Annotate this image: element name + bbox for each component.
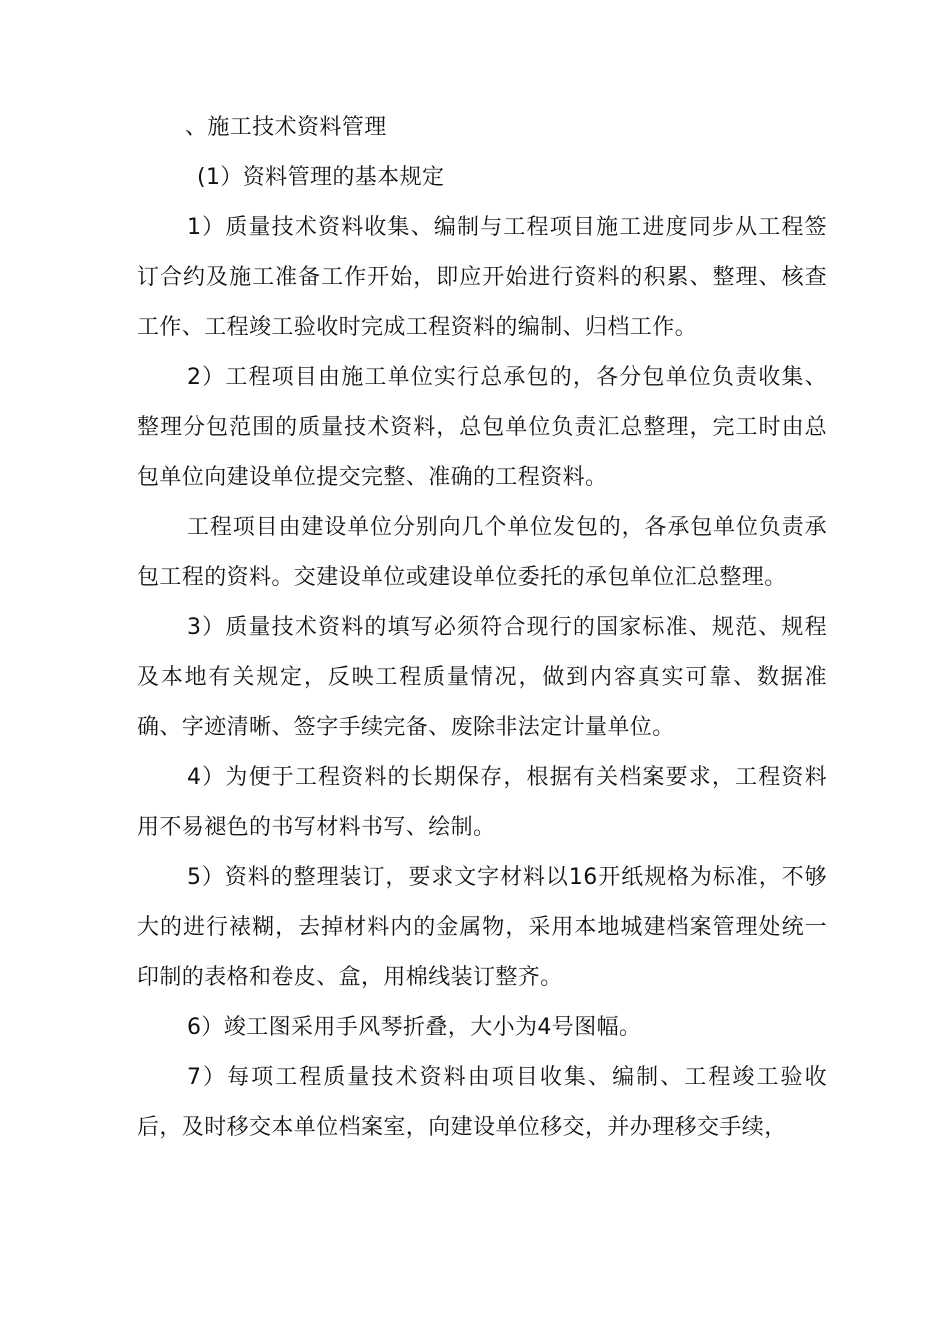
subsection-title: (1）资料管理的基本规定 xyxy=(197,165,445,190)
document-body xyxy=(137,103,827,1153)
paragraph-rule-5: 5）资料的整理装订，要求文字材料以16开纸规格为标准，不够大的进行裱糊，去掉材料内的金属物，采用本地城建档案管理处统一印制的表格和卷皮、盒，用棉线装订整齐。 xyxy=(137,865,827,990)
paragraph-rule-3: 3）质量技术资料的填写必须符合现行的国家标准、规范、规程及本地有关规定，反映工程质量情况，做到内容真实可靠、数据准确、字迹清晰、签字手续完备、废除非法定计量单位。 xyxy=(137,615,827,740)
paragraph-rule-2-note: 工程项目由建设单位分别向几个单位发包的，各承包单位负责承包工程的资料。交建设单位或建设单位委托的承包单位汇总整理。 xyxy=(137,515,827,590)
paragraph-rule-7: 7）每项工程质量技术资料由项目收集、编制、工程竣工验收后，及时移交本单位档案室，向建设单位移交，并办理移交手续， xyxy=(137,1065,827,1140)
paragraph-rule-2: 2）工程项目由施工单位实行总承包的，各分包单位负责收集、整理分包范围的质量技术资料，总包单位负责汇总整理，完工时由总包单位向建设单位提交完整、准确的工程资料。 xyxy=(137,365,827,490)
paragraph-rule-4: 4）为便于工程资料的长期保存，根据有关档案要求，工程资料用不易褪色的书写材料书写、绘制。 xyxy=(137,765,827,840)
paragraph-rule-1: 1）质量技术资料收集、编制与工程项目施工进度同步从工程签订合约及施工准备工作开始，即应开始进行资料的积累、整理、核查工作、工程竣工验收时完成工程资料的编制、归档工作。 xyxy=(137,215,827,340)
paragraph-rule-6: 6）竣工图采用手风琴折叠，大小为4号图幅。 xyxy=(187,1015,642,1040)
section-title: 、施工技术资料管理 xyxy=(185,115,387,140)
